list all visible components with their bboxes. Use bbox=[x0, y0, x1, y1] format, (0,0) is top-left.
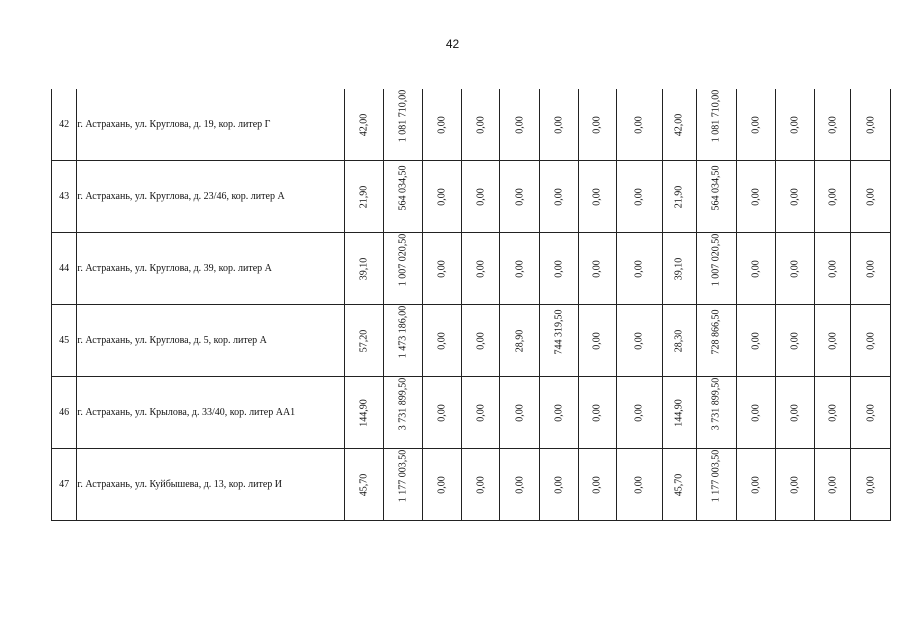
value-cell bbox=[423, 89, 462, 161]
value-cell bbox=[736, 161, 776, 233]
value-cell bbox=[662, 233, 696, 305]
page-number: 42 bbox=[445, 37, 460, 51]
value-cell bbox=[697, 305, 737, 377]
value-text: 0,00 bbox=[591, 187, 603, 206]
value-cell bbox=[776, 377, 815, 449]
value-text: 42,00 bbox=[673, 113, 685, 136]
value-text: 28,90 bbox=[514, 329, 526, 352]
value-text: 39,10 bbox=[358, 257, 370, 280]
value-cell bbox=[578, 305, 617, 377]
value-text: 1 177 003,50 bbox=[397, 449, 409, 503]
value-text: 0,00 bbox=[553, 475, 565, 494]
value-text: 0,00 bbox=[865, 187, 877, 206]
value-cell bbox=[578, 449, 617, 521]
value-text: 0,00 bbox=[436, 331, 448, 350]
value-text: 21,90 bbox=[673, 185, 685, 208]
value-text: 0,00 bbox=[633, 187, 645, 206]
value-cell bbox=[578, 377, 617, 449]
value-text: 144,90 bbox=[673, 398, 685, 427]
value-text: 0,00 bbox=[436, 403, 448, 422]
value-text: 0,00 bbox=[865, 115, 877, 134]
value-text: 1 177 003,50 bbox=[710, 449, 722, 503]
value-text: 0,00 bbox=[827, 187, 839, 206]
value-cell bbox=[736, 233, 776, 305]
value-cell bbox=[461, 449, 500, 521]
table-row bbox=[52, 161, 891, 233]
value-text: 0,00 bbox=[475, 475, 487, 494]
value-cell bbox=[697, 161, 737, 233]
table-body bbox=[52, 89, 891, 521]
value-cell bbox=[383, 233, 423, 305]
value-cell bbox=[539, 305, 578, 377]
value-text: 0,00 bbox=[789, 187, 801, 206]
value-text: 0,00 bbox=[553, 403, 565, 422]
value-cell bbox=[500, 89, 540, 161]
value-text: 0,00 bbox=[514, 115, 526, 134]
value-text: 0,00 bbox=[827, 331, 839, 350]
value-text: 0,00 bbox=[553, 259, 565, 278]
value-cell bbox=[617, 89, 663, 161]
value-cell bbox=[500, 449, 540, 521]
value-text: 0,00 bbox=[475, 115, 487, 134]
value-cell bbox=[345, 449, 384, 521]
value-cell bbox=[697, 233, 737, 305]
value-text: 0,00 bbox=[750, 475, 762, 494]
value-text: 0,00 bbox=[789, 115, 801, 134]
value-cell bbox=[697, 449, 737, 521]
value-cell bbox=[539, 449, 578, 521]
value-text: 0,00 bbox=[633, 331, 645, 350]
value-text: 0,00 bbox=[514, 259, 526, 278]
value-cell bbox=[617, 377, 663, 449]
value-cell bbox=[539, 89, 578, 161]
value-cell bbox=[578, 89, 617, 161]
value-cell bbox=[383, 161, 423, 233]
value-text: 0,00 bbox=[591, 403, 603, 422]
value-cell bbox=[851, 233, 891, 305]
value-text: 728 866,50 bbox=[710, 309, 722, 355]
value-cell bbox=[851, 89, 891, 161]
value-text: 0,00 bbox=[514, 187, 526, 206]
value-cell bbox=[345, 233, 384, 305]
value-cell bbox=[345, 305, 384, 377]
value-cell bbox=[662, 89, 696, 161]
value-text: 3 731 899,50 bbox=[397, 377, 409, 431]
value-text: 0,00 bbox=[827, 475, 839, 494]
value-text: 0,00 bbox=[633, 475, 645, 494]
value-cell bbox=[617, 305, 663, 377]
value-cell bbox=[776, 161, 815, 233]
value-cell bbox=[578, 161, 617, 233]
value-text: 0,00 bbox=[827, 115, 839, 134]
value-text: 0,00 bbox=[436, 259, 448, 278]
value-cell bbox=[851, 161, 891, 233]
row-number: 44 bbox=[52, 233, 77, 305]
value-text: 28,30 bbox=[673, 329, 685, 352]
value-text: 0,00 bbox=[553, 187, 565, 206]
value-text: 1 007 020,50 bbox=[397, 233, 409, 287]
value-text: 0,00 bbox=[789, 331, 801, 350]
value-cell bbox=[500, 233, 540, 305]
value-cell bbox=[423, 305, 462, 377]
table-row bbox=[52, 89, 891, 161]
housing-table bbox=[51, 89, 891, 521]
value-cell bbox=[617, 449, 663, 521]
table-row bbox=[52, 305, 891, 377]
value-cell bbox=[423, 377, 462, 449]
value-cell bbox=[461, 377, 500, 449]
value-text: 0,00 bbox=[789, 259, 801, 278]
value-cell bbox=[383, 377, 423, 449]
value-text: 1 081 710,00 bbox=[710, 89, 722, 143]
address-cell: г. Астрахань, ул. Крылова, д. 33/40, кор. литер АА1 bbox=[77, 377, 345, 449]
value-text: 0,00 bbox=[475, 259, 487, 278]
value-text: 0,00 bbox=[436, 115, 448, 134]
value-cell bbox=[662, 161, 696, 233]
value-text: 1 081 710,00 bbox=[397, 89, 409, 143]
value-cell bbox=[814, 305, 851, 377]
value-text: 0,00 bbox=[514, 403, 526, 422]
value-cell bbox=[345, 377, 384, 449]
value-text: 0,00 bbox=[865, 331, 877, 350]
value-cell bbox=[736, 449, 776, 521]
value-text: 564 034,50 bbox=[710, 165, 722, 211]
table-row bbox=[52, 449, 891, 521]
value-text: 0,00 bbox=[633, 403, 645, 422]
value-text: 0,00 bbox=[475, 187, 487, 206]
address-cell: г. Астрахань, ул. Круглова, д. 5, кор. литер А bbox=[77, 305, 345, 377]
value-text: 0,00 bbox=[865, 403, 877, 422]
value-text: 0,00 bbox=[591, 259, 603, 278]
value-cell bbox=[345, 161, 384, 233]
value-text: 0,00 bbox=[827, 259, 839, 278]
value-cell bbox=[851, 449, 891, 521]
value-cell bbox=[736, 89, 776, 161]
value-text: 0,00 bbox=[436, 187, 448, 206]
address-cell: г. Астрахань, ул. Круглова, д. 19, кор. литер Г bbox=[77, 89, 345, 161]
value-cell bbox=[461, 161, 500, 233]
value-text: 42,00 bbox=[358, 113, 370, 136]
value-text: 0,00 bbox=[436, 475, 448, 494]
value-text: 144,90 bbox=[358, 398, 370, 427]
value-text: 0,00 bbox=[789, 403, 801, 422]
value-cell bbox=[423, 161, 462, 233]
value-text: 0,00 bbox=[750, 187, 762, 206]
row-number: 43 bbox=[52, 161, 77, 233]
value-text: 0,00 bbox=[475, 331, 487, 350]
table-row bbox=[52, 377, 891, 449]
value-text: 0,00 bbox=[750, 403, 762, 422]
value-cell bbox=[776, 89, 815, 161]
value-cell bbox=[662, 377, 696, 449]
value-cell bbox=[814, 233, 851, 305]
value-text: 0,00 bbox=[750, 115, 762, 134]
value-cell bbox=[461, 89, 500, 161]
value-text: 0,00 bbox=[827, 403, 839, 422]
value-cell bbox=[617, 233, 663, 305]
row-number: 45 bbox=[52, 305, 77, 377]
value-cell bbox=[500, 305, 540, 377]
value-text: 0,00 bbox=[750, 331, 762, 350]
value-cell bbox=[662, 449, 696, 521]
value-text: 0,00 bbox=[865, 475, 877, 494]
value-cell bbox=[423, 449, 462, 521]
value-text: 0,00 bbox=[865, 259, 877, 278]
value-cell bbox=[851, 377, 891, 449]
value-text: 0,00 bbox=[514, 475, 526, 494]
value-cell bbox=[500, 161, 540, 233]
table-row bbox=[52, 233, 891, 305]
value-cell bbox=[736, 305, 776, 377]
value-cell bbox=[423, 233, 462, 305]
value-text: 0,00 bbox=[553, 115, 565, 134]
value-text: 0,00 bbox=[591, 475, 603, 494]
value-cell bbox=[383, 449, 423, 521]
value-cell bbox=[539, 377, 578, 449]
value-text: 1 473 186,00 bbox=[397, 305, 409, 359]
value-text: 21,90 bbox=[358, 185, 370, 208]
value-cell bbox=[776, 233, 815, 305]
value-cell bbox=[697, 89, 737, 161]
value-text: 3 731 899,50 bbox=[710, 377, 722, 431]
value-cell bbox=[814, 377, 851, 449]
value-text: 1 007 020,50 bbox=[710, 233, 722, 287]
value-cell bbox=[814, 89, 851, 161]
address-cell: г. Астрахань, ул. Круглова, д. 39, кор. литер А bbox=[77, 233, 345, 305]
value-cell bbox=[776, 449, 815, 521]
value-text: 564 034,50 bbox=[397, 165, 409, 211]
value-cell bbox=[461, 305, 500, 377]
row-number: 47 bbox=[52, 449, 77, 521]
value-cell bbox=[539, 233, 578, 305]
value-text: 0,00 bbox=[591, 331, 603, 350]
value-cell bbox=[539, 161, 578, 233]
value-text: 744 319,50 bbox=[553, 309, 565, 355]
value-cell bbox=[383, 89, 423, 161]
value-text: 0,00 bbox=[633, 115, 645, 134]
value-cell bbox=[578, 233, 617, 305]
value-cell bbox=[736, 377, 776, 449]
value-cell bbox=[776, 305, 815, 377]
value-text: 39,10 bbox=[673, 257, 685, 280]
value-cell bbox=[461, 233, 500, 305]
value-cell bbox=[662, 305, 696, 377]
value-text: 0,00 bbox=[475, 403, 487, 422]
value-cell bbox=[851, 305, 891, 377]
value-text: 45,70 bbox=[673, 473, 685, 496]
value-cell bbox=[697, 377, 737, 449]
value-text: 0,00 bbox=[750, 259, 762, 278]
value-cell bbox=[345, 89, 384, 161]
value-cell bbox=[500, 377, 540, 449]
address-cell: г. Астрахань, ул. Куйбышева, д. 13, кор. литер И bbox=[77, 449, 345, 521]
value-text: 0,00 bbox=[789, 475, 801, 494]
value-text: 57,20 bbox=[358, 329, 370, 352]
value-cell bbox=[383, 305, 423, 377]
value-cell bbox=[814, 449, 851, 521]
value-text: 0,00 bbox=[633, 259, 645, 278]
address-cell: г. Астрахань, ул. Круглова, д. 23/46, кор. литер А bbox=[77, 161, 345, 233]
value-cell bbox=[617, 161, 663, 233]
row-number: 46 bbox=[52, 377, 77, 449]
value-text: 0,00 bbox=[591, 115, 603, 134]
value-cell bbox=[814, 161, 851, 233]
value-text: 45,70 bbox=[358, 473, 370, 496]
row-number: 42 bbox=[52, 89, 77, 161]
